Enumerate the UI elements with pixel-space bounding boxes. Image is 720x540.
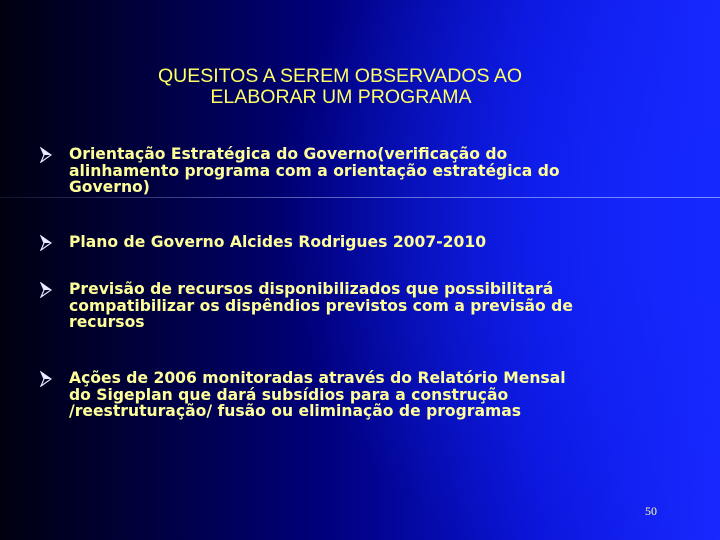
bullet-text (69, 234, 669, 251)
bullet-text (69, 146, 669, 196)
slide-title-line: ELABORAR UM PROGRAMA (210, 86, 472, 108)
bullet-text (69, 370, 669, 420)
bullet-line: alinhamento programa com a orientação estratégica do (69, 161, 560, 180)
arrow-right-icon (40, 282, 52, 298)
divider (0, 197, 720, 198)
bullet-line: Previsão de recursos disponibilizados que possibilitará (69, 280, 554, 298)
bullet-line: Orientação Estratégica do Governo(verificação do (69, 145, 508, 163)
bullet-text (69, 281, 669, 331)
bullet-line: do Sigeplan que dará subsídios para a construção (69, 385, 509, 404)
slide-title-line: QUESITOS A SEREM OBSERVADOS AO (157, 65, 523, 87)
bullet-line: compatibilizar os dispêndios previstos com a previsão de (69, 296, 573, 315)
page-number: 50 (645, 504, 657, 518)
slide-title (90, 66, 590, 108)
arrow-right-icon (40, 235, 52, 251)
bullet-line: recursos (69, 313, 145, 331)
arrow-right-icon (40, 147, 52, 163)
bullet-line: Plano de Governo Alcides Rodrigues 2007-2010 (69, 233, 487, 251)
arrow-right-icon (40, 371, 52, 387)
bullet-line: /reestruturação/ fusão ou eliminação de programas (69, 402, 522, 420)
bullet-line: Governo) (69, 178, 150, 196)
bullet-line: Ações de 2006 monitoradas através do Relatório Mensal (69, 369, 566, 387)
